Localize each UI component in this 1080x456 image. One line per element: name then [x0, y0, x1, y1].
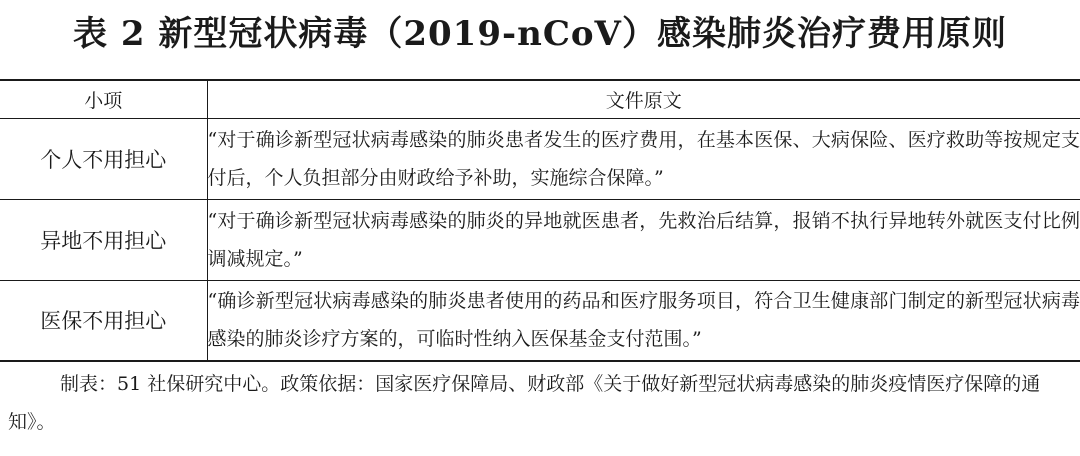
table-row: [0, 199, 1080, 280]
policy-table: [0, 79, 1080, 362]
row-item-personal: 个人不用担心: [0, 118, 207, 199]
source-note: 制表：51 社保研究中心。政策依据：国家医疗保障局、财政部《关于做好新型冠状病毒感染的肺炎疫情医疗保障的通知》。: [8, 373, 1041, 433]
row-text-insurance: “确诊新型冠状病毒感染的肺炎患者使用的药品和医疗服务项目，符合卫生健康部门制定的新型冠状病毒感染的肺炎诊疗方案的，可临时性纳入医保基金支付范围。”: [207, 290, 1080, 351]
table-title: 表 2 新型冠状病毒（2019-nCoV）感染肺炎治疗费用原则: [73, 14, 1007, 54]
table-row: [0, 118, 1080, 199]
table-header: [0, 80, 1080, 118]
row-text-personal: “对于确诊新型冠状病毒感染的肺炎患者发生的医疗费用，在基本医保、大病保险、医疗救助等按规定支付后，个人负担部分由财政给予补助，实施综合保障。”: [207, 128, 1080, 189]
row-item-insurance: 医保不用担心: [0, 280, 207, 361]
row-text-remote: “对于确诊新型冠状病毒感染的肺炎的异地就医患者，先救治后结算，报销不执行异地转外就医支付比例调减规定。”: [207, 209, 1080, 270]
header-row: [0, 80, 1080, 118]
row-item-remote: 异地不用担心: [0, 199, 207, 280]
header-item: 小项: [0, 80, 207, 118]
header-text: 文件原文: [605, 89, 682, 112]
table-row: [0, 280, 1080, 361]
table-body: [0, 118, 1080, 361]
